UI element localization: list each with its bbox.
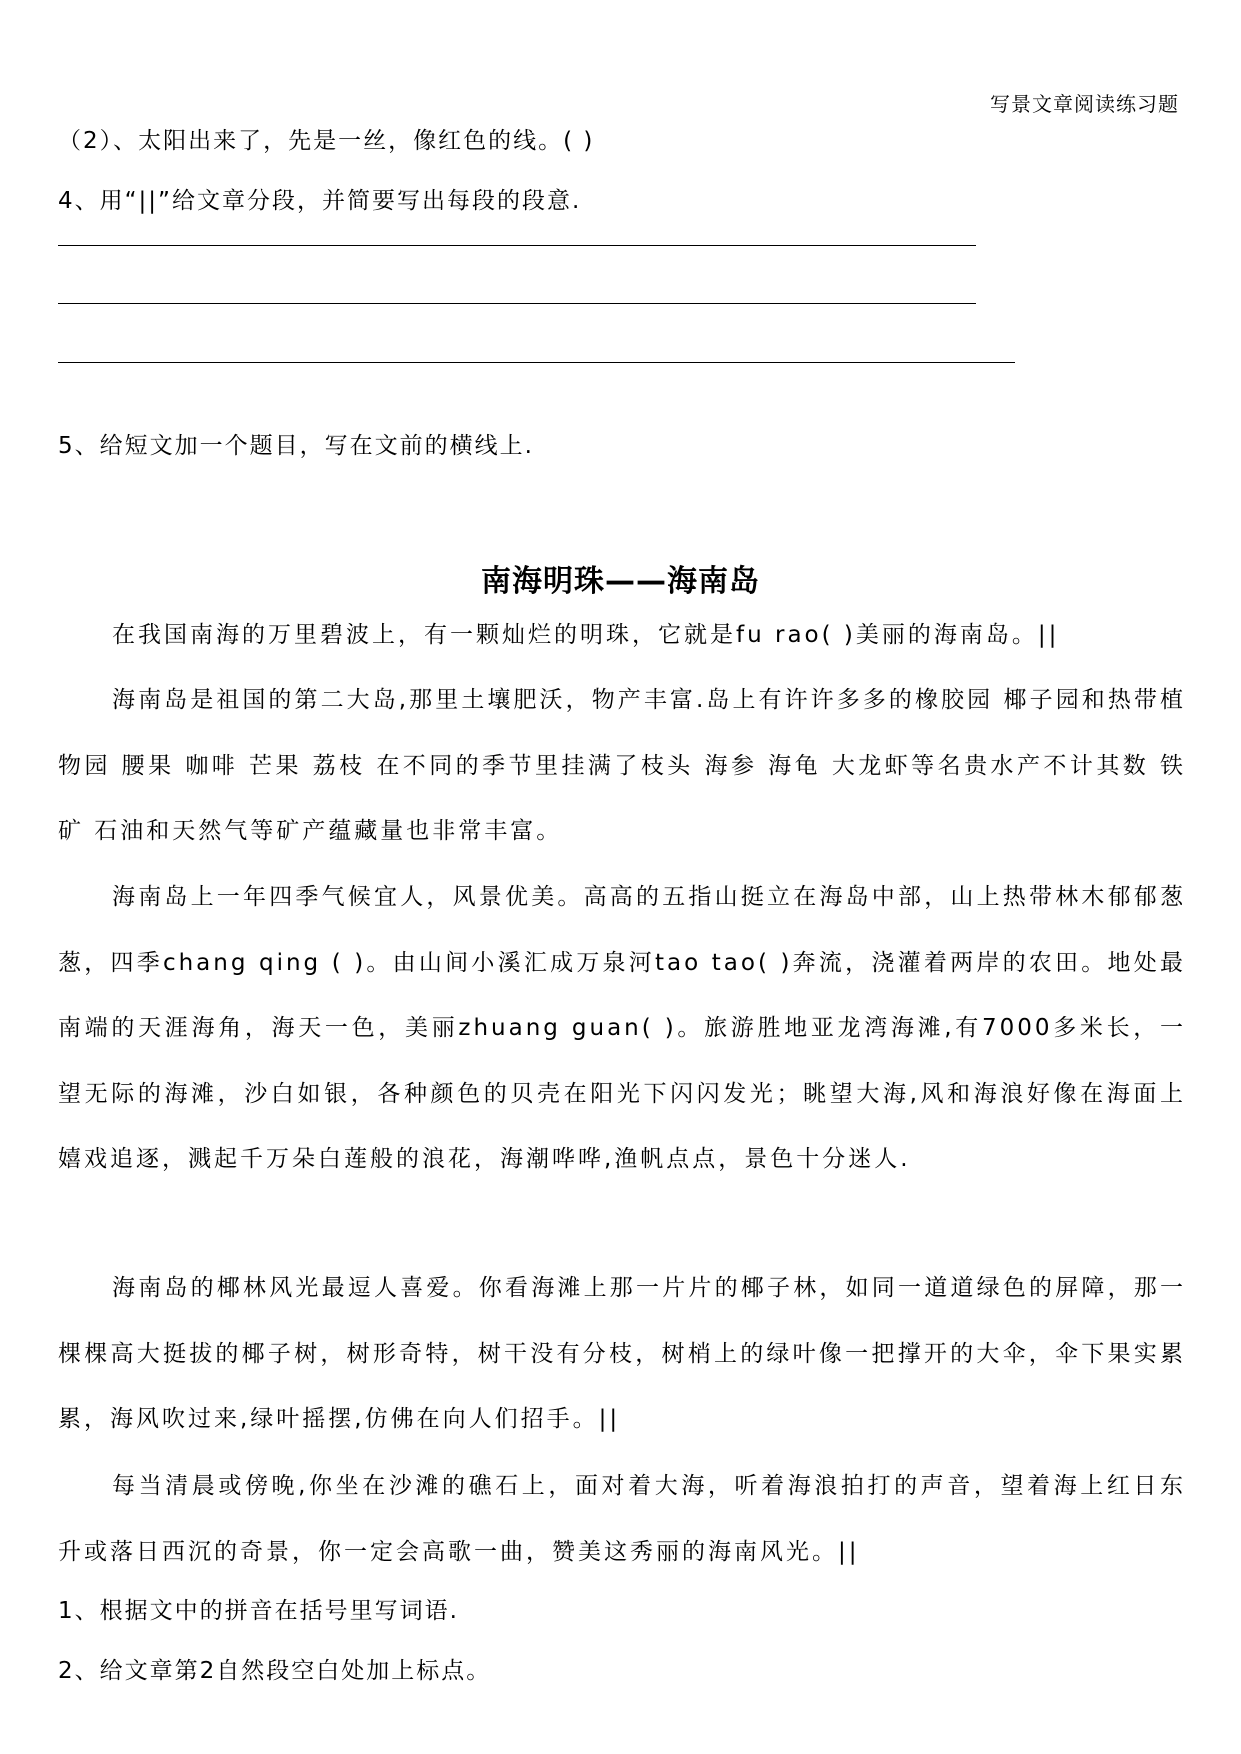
question-4: 4、用“||”给文章分段，并简要写出每段的段意. <box>58 188 582 214</box>
article-paragraph-4: 海南岛的椰林风光最逗人喜爱。你看海滩上那一片片的椰子林，如同一道道绿色的屏障，那一棵棵高大挺拔的椰子树，树形奇特，树干没有分枝，树梢上的绿叶像一把撑开的大伞，伞下果实累累，海风吹过来,绿叶摇摆,仿佛在向人们招手。|| <box>58 1275 1186 1432</box>
question-3-item-2: （2）、太阳出来了，先是一丝，像红色的线。( ) <box>58 128 595 154</box>
article-title: 南海明珠——海南岛 <box>481 564 760 599</box>
question-2: 2、给文章第2自然段空白处加上标点。 <box>58 1658 492 1684</box>
answer-line-3 <box>58 362 1015 363</box>
document-header: 写景文章阅读练习题 <box>990 92 1179 116</box>
question-1: 1、根据文中的拼音在括号里写词语. <box>58 1598 459 1624</box>
answer-line-1 <box>58 245 976 246</box>
article-paragraph-2: 海南岛是祖国的第二大岛,那里土壤肥沃，物产丰富.岛上有许许多多的橡胶园 椰子园和热带植物园 腰果 咖啡 芒果 荔枝 在不同的季节里挂满了枝头 海参 海龟 大龙虾等名贵水产不计其数 铁矿 石油和天然气等矿产蕴藏量也非常丰富。 <box>58 687 1186 844</box>
answer-line-2 <box>58 303 976 304</box>
article-paragraph-3: 海南岛上一年四季气候宜人，风景优美。高高的五指山挺立在海岛中部，山上热带林木郁郁葱葱，四季chang qing ( )。由山间小溪汇成万泉河tao tao( )奔流，浇灌着两岸的农田。地处最南端的天涯海角，海天一色，美丽zhuang guan( )。旅游胜地亚龙湾海滩,有7000多米长，一望无际的海滩，沙白如银，各种颜色的贝壳在阳光下闪闪发光；眺望大海,风和海浪好像在海面上嬉戏追逐，溅起千万朵白莲般的浪花，海潮哗哗,渔帆点点，景色十分迷人. <box>58 884 1186 1172</box>
question-5: 5、给短文加一个题目，写在文前的横线上. <box>58 433 534 459</box>
article-paragraph-5: 每当清晨或傍晚,你坐在沙滩的礁石上，面对着大海，听着海浪拍打的声音，望着海上红日东升或落日西沉的奇景，你一定会高歌一曲，赞美这秀丽的海南风光。|| <box>58 1473 1186 1565</box>
article-paragraph-1: 在我国南海的万里碧波上，有一颗灿烂的明珠，它就是fu rao( )美丽的海南岛。|| <box>112 622 1060 648</box>
